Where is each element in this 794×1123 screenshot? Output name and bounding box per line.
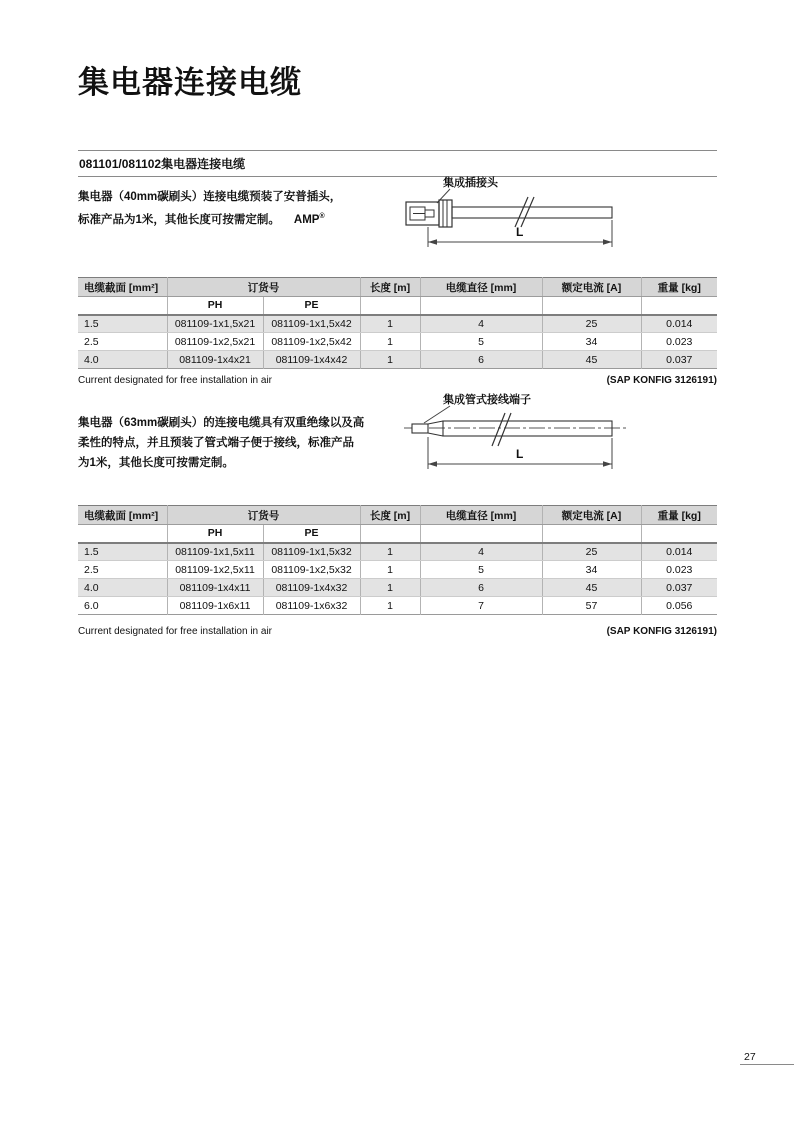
description-1-line-1: 集电器（40mm碳刷头）连接电缆预装了安普插头， — [78, 191, 342, 203]
col-length: 长度 [m] — [360, 278, 420, 297]
col-order: 订货号 — [167, 278, 360, 297]
col-order: 订货号 — [167, 506, 360, 525]
registered-mark: ® — [319, 213, 325, 220]
table-row: 6.0 081109-1x6x11 081109-1x6x32 1 7 57 0.056 — [78, 597, 717, 615]
plug-connector-icon — [406, 200, 452, 227]
section-heading: 081101/081102集电器连接电缆 — [78, 150, 717, 177]
description-block-2 — [78, 413, 423, 473]
amp-brand-label: AMP® — [293, 213, 325, 226]
cable-break-icon — [492, 413, 511, 446]
col-diameter: 电缆直径 [mm] — [420, 278, 542, 297]
table1-subheader-row — [78, 297, 717, 315]
sap-konfig-ref: (SAP KONFIG 3126191) — [606, 626, 717, 637]
installation-note: Current designated for free installation in air — [78, 375, 272, 386]
col-length: 长度 [m] — [360, 506, 420, 525]
page-footer — [740, 1051, 794, 1065]
col-ph: PH — [167, 525, 263, 543]
table1-footnote — [78, 375, 717, 386]
table-row: 4.0 081109-1x4x21 081109-1x4x42 1 6 45 0.037 — [78, 351, 717, 369]
col-current: 额定电流 [A] — [542, 506, 641, 525]
table1-header-row — [78, 278, 717, 297]
table2-subheader-row — [78, 525, 717, 543]
col-pe: PE — [263, 525, 360, 543]
dimension-line — [428, 220, 612, 247]
dimension-label-2: L — [516, 447, 524, 461]
description-block-1 — [78, 187, 408, 230]
plug-cable-drawing — [400, 174, 730, 269]
plug-cable-table — [78, 277, 717, 369]
page-number: 27 — [744, 1051, 756, 1063]
ferrule-cable-drawing — [400, 391, 730, 486]
ferrule-diagram-label: 集成管式接线端子 — [443, 394, 531, 406]
col-weight: 重量 [kg] — [641, 278, 717, 297]
description-2-line-2: 柔性的特点，并且预装了管式端子便于接线，标准产品 — [78, 437, 354, 449]
cable-body — [452, 207, 612, 218]
description-1-line-2: 标准产品为1米，其他长度可按需定制。 — [78, 213, 280, 226]
col-ph: PH — [167, 297, 263, 315]
plug-cable-diagram — [400, 174, 730, 269]
ferrule-cable-diagram — [400, 391, 730, 486]
col-section: 电缆截面 [mm²] — [78, 506, 167, 525]
installation-note: Current designated for free installation in air — [78, 626, 272, 637]
col-section: 电缆截面 [mm²] — [78, 278, 167, 297]
footer-rule — [740, 1064, 794, 1065]
col-current: 额定电流 [A] — [542, 278, 641, 297]
table-row: 2.5 081109-1x2,5x11 081109-1x2,5x32 1 5 34 0.023 — [78, 561, 717, 579]
plug-diagram-label: 集成插接头 — [443, 177, 498, 189]
description-2-line-1: 集电器（63mm碳刷头）的连接电缆具有双重绝缘以及高 — [78, 417, 365, 429]
cable-break-icon — [515, 197, 534, 227]
description-2-line-3: 为1米，其他长度可按需定制。 — [78, 457, 234, 469]
sap-konfig-ref: (SAP KONFIG 3126191) — [606, 375, 717, 386]
dimension-line — [428, 437, 612, 469]
dimension-label-1: L — [516, 225, 524, 239]
table2-footnote — [78, 626, 717, 637]
table-row: 1.5 081109-1x1,5x21 081109-1x1,5x42 1 4 25 0.014 — [78, 315, 717, 333]
page-title: 集电器连接电缆 — [78, 65, 302, 100]
table-row: 4.0 081109-1x4x11 081109-1x4x32 1 6 45 0.037 — [78, 579, 717, 597]
col-weight: 重量 [kg] — [641, 506, 717, 525]
table2-header-row — [78, 506, 717, 525]
col-pe: PE — [263, 297, 360, 315]
table-row: 2.5 081109-1x2,5x21 081109-1x2,5x42 1 5 34 0.023 — [78, 333, 717, 351]
col-diameter: 电缆直径 [mm] — [420, 506, 542, 525]
ferrule-cable-table — [78, 505, 717, 615]
table-row: 1.5 081109-1x1,5x11 081109-1x1,5x32 1 4 25 0.014 — [78, 543, 717, 561]
